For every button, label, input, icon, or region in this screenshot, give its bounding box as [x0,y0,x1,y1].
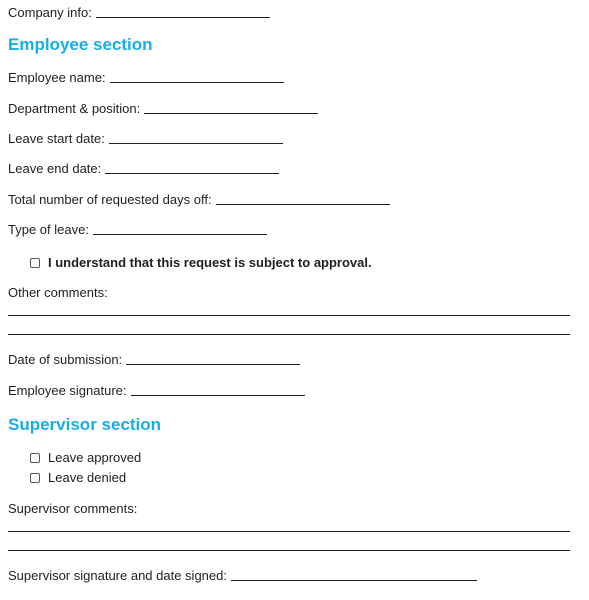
supervisor-comments-heading [8,502,137,516]
employee-signature-label: Employee signature: [8,383,127,398]
employee-name-input[interactable] [110,82,284,83]
supervisor-signature-label: Supervisor signature and date signed: [8,568,227,583]
leave-end-date-label: Leave end date: [8,161,102,176]
supervisor-comments-line-1[interactable] [8,531,570,532]
requested-days-label: Total number of requested days off: [8,192,212,207]
supervisor-signature-field [8,569,477,583]
requested-days-field [8,193,390,207]
employee-section-title: Employee section [8,35,153,54]
leave-denied-label: Leave denied [48,470,127,485]
employee-signature-field [8,384,305,398]
submission-date-field [8,353,300,367]
submission-date-label: Date of submission: [8,352,123,367]
leave-start-date-label: Leave start date: [8,131,105,146]
leave-type-field [8,223,267,237]
leave-end-date-field [8,162,279,176]
leave-approved-checkbox[interactable] [30,453,40,463]
company-info-field [8,6,270,20]
leave-approved-row [30,451,141,465]
leave-start-date-input[interactable] [109,143,283,144]
acknowledgement-checkbox[interactable] [30,258,40,268]
leave-end-date-input[interactable] [105,173,279,174]
other-comments-heading [8,286,108,300]
supervisor-section-title: Supervisor section [8,415,162,434]
requested-days-input[interactable] [216,204,390,205]
employee-signature-input[interactable] [131,395,305,396]
other-comments-line-1[interactable] [8,315,570,316]
leave-denied-row [30,471,126,485]
leave-type-input[interactable] [93,234,267,235]
supervisor-comments-line-2[interactable] [8,550,570,551]
acknowledgement-label: I understand that this request is subject to approval. [48,255,372,270]
submission-date-input[interactable] [126,364,300,365]
supervisor-comments-label: Supervisor comments: [8,501,138,516]
department-position-label: Department & position: [8,101,141,116]
company-info-label: Company info: [8,5,92,20]
leave-type-label: Type of leave: [8,222,89,237]
other-comments-line-2[interactable] [8,334,570,335]
company-info-input[interactable] [96,17,270,18]
leave-start-date-field [8,132,283,146]
department-position-input[interactable] [144,113,318,114]
supervisor-signature-input[interactable] [231,580,477,581]
other-comments-label: Other comments: [8,285,108,300]
leave-denied-checkbox[interactable] [30,473,40,483]
leave-approved-label: Leave approved [48,450,142,465]
department-position-field [8,102,318,116]
acknowledgement-checkbox-row [30,256,372,270]
employee-name-label: Employee name: [8,70,106,85]
employee-name-field [8,71,284,85]
